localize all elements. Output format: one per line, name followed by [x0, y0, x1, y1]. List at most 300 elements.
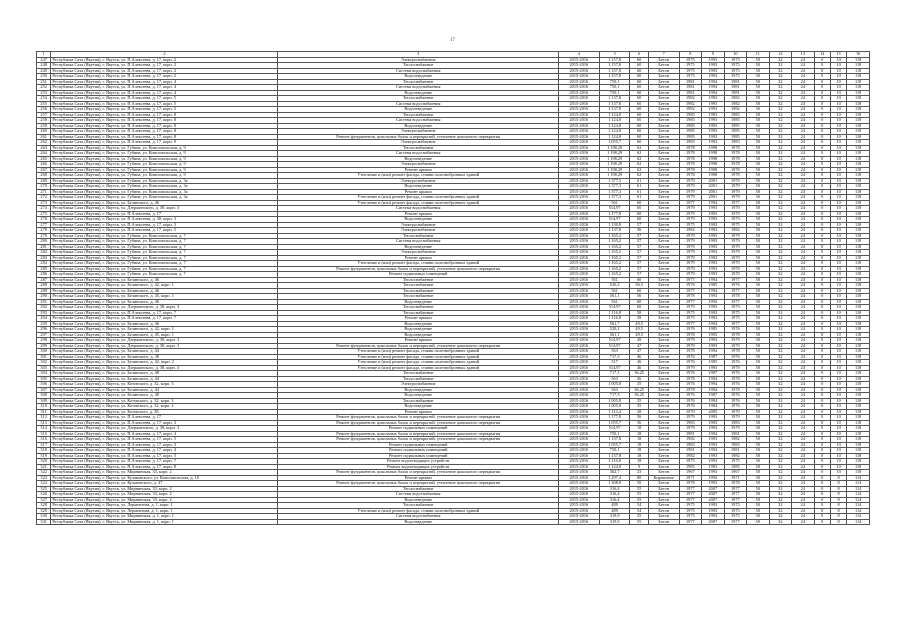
table-cell: 118: [847, 283, 870, 289]
table-cell: Бетон: [648, 206, 679, 212]
table-cell: 0: [814, 376, 830, 382]
table-cell: 10: [830, 200, 846, 206]
table-cell: Теплоснабжение: [278, 63, 558, 69]
table-cell: Ремонт фундаментов, цокольных балок и перекрытий, утепление цокольного перекрытия: [278, 134, 558, 140]
table-cell: 282: [37, 250, 51, 256]
table-cell: 32: [769, 195, 792, 201]
table-cell: 0: [814, 343, 830, 349]
table-cell: 56: [630, 228, 648, 234]
table-cell: 32: [769, 310, 792, 316]
table-cell: 10: [830, 140, 846, 146]
table-cell: 1 124,8: [599, 464, 630, 470]
table-cell: 2007: [702, 519, 725, 525]
table-cell: Бетон: [648, 74, 679, 80]
table-cell: 0: [814, 310, 830, 316]
table-cell: 0: [814, 112, 830, 118]
table-cell: 561: [599, 277, 630, 283]
table-cell: 24: [792, 134, 815, 140]
table-cell: 0: [814, 151, 830, 157]
table-cell: 50: [747, 371, 770, 377]
table-cell: 24: [792, 464, 815, 470]
table-cell: 32: [769, 118, 792, 124]
table-cell: 1981: [724, 90, 747, 96]
table-cell: 1979: [724, 211, 747, 217]
table-cell: 24: [792, 277, 815, 283]
table-cell: 50: [747, 217, 770, 223]
table-cell: Республика Саха (Якутия), г. Якутск, ул. Губина, ул. Комсомольская, д. 9: [51, 167, 278, 173]
table-cell: 362,7: [599, 470, 630, 476]
table-cell: Теплоснабжение: [278, 376, 558, 382]
table-cell: Система водоснабжения: [278, 68, 558, 74]
table-cell: 717,3: [599, 354, 630, 360]
table-cell: 2015-2016: [558, 464, 599, 470]
table-cell: 118: [847, 195, 870, 201]
table-cell: 1985: [724, 112, 747, 118]
table-cell: 1 198,29: [599, 156, 630, 162]
table-cell: 257: [37, 112, 51, 118]
table-cell: 32: [769, 354, 792, 360]
table-cell: 0: [814, 382, 830, 388]
table-cell: 32: [769, 129, 792, 135]
table-cell: 0: [814, 68, 830, 74]
table-cell: Республика Саха (Якутия), г. Якутск, ул. Мирнинская, д. 1, корп. 1: [51, 514, 278, 520]
table-cell: 2015-2016: [558, 57, 599, 63]
table-cell: 1979: [724, 233, 747, 239]
table-cell: 10: [830, 189, 846, 195]
table-cell: 750,1: [599, 90, 630, 96]
table-cell: Система водоснабжения: [278, 514, 558, 520]
table-cell: 272: [37, 195, 51, 201]
table-cell: 50: [747, 178, 770, 184]
table-cell: 2015-2016: [558, 503, 599, 509]
table-cell: 2015-2016: [558, 338, 599, 344]
table-cell: Бетон: [648, 151, 679, 157]
table-cell: 50: [747, 156, 770, 162]
table-cell: 1 377,3: [599, 184, 630, 190]
table-cell: 1993: [702, 266, 725, 272]
table-cell: Республика Саха (Якутия), г. Якутск, ул. Белинского, д. 42, корп. 2: [51, 360, 278, 366]
table-cell: 266: [37, 162, 51, 168]
table-cell: 1979: [679, 239, 702, 245]
table-cell: 265: [37, 156, 51, 162]
table-cell: Утепление и (или) ремонт фасада, ставни полезнобронных зданий: [278, 365, 558, 371]
table-cell: Бетон: [648, 338, 679, 344]
table-cell: Республика Саха (Якутия), г. Якутск, ул. П.Алексеева, д. 17, корп. 5: [51, 437, 278, 443]
table-cell: 563: [599, 376, 630, 382]
table-cell: 32: [769, 338, 792, 344]
table-cell: Бетон: [648, 327, 679, 333]
table-cell: 24: [792, 233, 815, 239]
table-cell: Бетон: [648, 310, 679, 316]
table-cell: 1975: [724, 316, 747, 322]
table-cell: 32: [769, 167, 792, 173]
table-cell: 10: [830, 431, 846, 437]
table-cell: Ремонт крыши: [278, 167, 558, 173]
table-cell: 32: [769, 393, 792, 399]
table-cell: 1998: [702, 156, 725, 162]
table-cell: 319,9: [599, 519, 630, 525]
table-cell: 0: [814, 426, 830, 432]
table-cell: Республика Саха (Якутия), г. Якутск, ул. Лермонтова, д. 1, корп. 1: [51, 503, 278, 509]
table-cell: 1977: [724, 200, 747, 206]
table-cell: 50: [747, 283, 770, 289]
table-cell: Электроснабжение: [278, 140, 558, 146]
table-cell: 295: [37, 321, 51, 327]
table-cell: 1975: [679, 68, 702, 74]
table-cell: Электроснабжение: [278, 250, 558, 256]
table-cell: 2015-2016: [558, 217, 599, 223]
table-cell: 1981: [679, 448, 702, 454]
table-cell: 32: [769, 74, 792, 80]
table-cell: 10: [830, 134, 846, 140]
table-cell: 50: [747, 310, 770, 316]
table-cell: 0: [814, 349, 830, 355]
table-cell: 2015-2016: [558, 233, 599, 239]
table-cell: 1978: [724, 332, 747, 338]
table-cell: Республика Саха (Якутия), г. Якутск, ул. П.Алексеева, д. 17, корп. 8: [51, 112, 278, 118]
table-cell: 1976: [724, 398, 747, 404]
table-cell: Водоотведение: [278, 332, 558, 338]
table-cell: 1982: [724, 453, 747, 459]
table-cell: 118: [847, 79, 870, 85]
table-cell: 0: [814, 492, 830, 498]
table-cell: 0: [814, 294, 830, 300]
table-cell: 24: [792, 283, 815, 289]
table-cell: 1993: [702, 206, 725, 212]
table-cell: 2015-2016: [558, 140, 599, 146]
table-cell: 24: [792, 162, 815, 168]
table-cell: 1977: [679, 321, 702, 327]
table-cell: 114: [847, 486, 870, 492]
table-cell: 32: [769, 107, 792, 113]
table-cell: 118: [847, 233, 870, 239]
table-cell: 0: [814, 200, 830, 206]
table-cell: 1 124,8: [599, 118, 630, 124]
table-cell: 0: [814, 519, 830, 525]
table-cell: 1977: [724, 497, 747, 503]
table-cell: 2015-2016: [558, 189, 599, 195]
table-cell: 1 137,8: [599, 101, 630, 107]
table-cell: 1983: [724, 442, 747, 448]
table-cell: 118: [847, 305, 870, 311]
table-cell: 1994: [702, 200, 725, 206]
table-cell: Республика Саха (Якутия), г. Якутск, ул. Белинского, д. 44: [51, 349, 278, 355]
table-cell: 49: [630, 338, 648, 344]
table-cell: 118: [847, 200, 870, 206]
table-cell: 56,3: [630, 283, 648, 289]
table-cell: Утепление и (или) ремонт фасада, ставни полезнобронных зданий: [278, 195, 558, 201]
table-cell: 1978: [724, 167, 747, 173]
table-cell: 1 055,7: [599, 420, 630, 426]
table-cell: 1998: [702, 167, 725, 173]
table-cell: Бетон: [648, 85, 679, 91]
table-cell: 8: [830, 486, 846, 492]
table-cell: 50: [747, 228, 770, 234]
table-cell: Республика Саха (Якутия), г. Якутск, ул. П.Алексеева, д. 17, корп. 5: [51, 101, 278, 107]
table-cell: 10: [830, 360, 846, 366]
table-cell: 118: [847, 162, 870, 168]
table-cell: 1994: [702, 448, 725, 454]
table-cell: 50: [747, 63, 770, 69]
table-cell: 55: [630, 519, 648, 525]
table-cell: 50: [747, 376, 770, 382]
table-cell: 326: [37, 492, 51, 498]
table-cell: Бетон: [648, 96, 679, 102]
table-cell: 54: [630, 503, 648, 509]
table-cell: 331: [37, 519, 51, 525]
table-cell: Бетон: [648, 437, 679, 443]
table-cell: Бетон: [648, 200, 679, 206]
table-cell: 57: [630, 266, 648, 272]
table-cell: 1979: [679, 206, 702, 212]
table-cell: 118: [847, 398, 870, 404]
table-cell: 61: [630, 184, 648, 190]
table-cell: 2007: [702, 492, 725, 498]
table-cell: 32: [769, 426, 792, 432]
table-cell: 300: [37, 349, 51, 355]
table-cell: Ремонт крыши: [278, 189, 558, 195]
table-cell: 308: [37, 393, 51, 399]
table-cell: 1970: [679, 409, 702, 415]
table-cell: 1979: [679, 178, 702, 184]
table-cell: 10: [830, 261, 846, 267]
table-cell: 10: [830, 470, 846, 476]
table-cell: 10: [830, 459, 846, 465]
table-cell: 10: [830, 156, 846, 162]
table-cell: 8: [830, 508, 846, 514]
table-cell: 60: [630, 140, 648, 146]
table-cell: 57: [630, 272, 648, 278]
table-cell: 2015-2016: [558, 200, 599, 206]
table-cell: 1983: [679, 420, 702, 426]
table-cell: 2015-2016: [558, 327, 599, 333]
table-cell: Утепление и (или) ремонт фасада, ставни полезнобронных зданий: [278, 173, 558, 179]
table-cell: 118: [847, 222, 870, 228]
table-cell: 1994: [702, 79, 725, 85]
table-cell: 24: [792, 228, 815, 234]
table-cell: 1975: [724, 74, 747, 80]
table-cell: Теплоснабжение: [278, 294, 558, 300]
table-cell: Водоотведение: [278, 497, 558, 503]
table-cell: Республика Саха (Якутия), г. Якутск, ул. П.Алексеева, д. 17, корп. 4: [51, 90, 278, 96]
table-cell: 2015-2016: [558, 508, 599, 514]
table-cell: 32: [769, 420, 792, 426]
table-cell: 8: [830, 514, 846, 520]
table-cell: Бетон: [648, 453, 679, 459]
table-cell: 32: [769, 123, 792, 129]
table-cell: 32: [769, 79, 792, 85]
table-cell: 10: [830, 321, 846, 327]
table-cell: Теплоснабжение: [278, 283, 558, 289]
table-cell: 10: [830, 371, 846, 377]
table-cell: 24: [792, 338, 815, 344]
table-cell: 35: [630, 398, 648, 404]
table-cell: 50: [747, 420, 770, 426]
table-cell: 60: [630, 129, 648, 135]
table-cell: 283: [37, 255, 51, 261]
table-cell: Республика Саха (Якутия), г. Якутск, ул. Белинского, д. 44: [51, 376, 278, 382]
column-header: 10: [724, 52, 747, 58]
table-cell: 489: [599, 508, 630, 514]
table-cell: 10: [830, 332, 846, 338]
table-cell: 24: [792, 173, 815, 179]
table-cell: 2015-2016: [558, 354, 599, 360]
table-cell: 32: [769, 492, 792, 498]
table-cell: 260: [37, 129, 51, 135]
table-cell: 50: [747, 294, 770, 300]
table-cell: 750,1: [599, 431, 630, 437]
table-cell: Бетон: [648, 118, 679, 124]
table-cell: 1994: [702, 349, 725, 355]
table-cell: 1975: [679, 508, 702, 514]
table-cell: 1979: [724, 255, 747, 261]
table-cell: 50: [747, 162, 770, 168]
table-cell: 1976: [679, 382, 702, 388]
table-cell: 0: [814, 360, 830, 366]
table-cell: Республика Саха (Якутия), г. Якутск, ул. Мирнинская, 33, корп. 2: [51, 497, 278, 503]
table-cell: 24: [792, 118, 815, 124]
table-cell: 1 165,2: [599, 272, 630, 278]
table-cell: 328: [37, 503, 51, 509]
table-cell: 1985: [724, 129, 747, 135]
table-cell: 50: [747, 508, 770, 514]
table-cell: 32: [769, 266, 792, 272]
table-cell: 24: [792, 299, 815, 305]
table-cell: 118: [847, 90, 870, 96]
table-cell: 50: [747, 112, 770, 118]
table-cell: Республика Саха (Якутия), г. Якутск, ул. П.Алексеева, д. 17, корп. 8: [51, 464, 278, 470]
table-cell: 268: [37, 173, 51, 179]
table-cell: 323: [37, 475, 51, 481]
table-cell: 307: [37, 387, 51, 393]
table-cell: 292: [37, 305, 51, 311]
table-cell: 1982: [724, 437, 747, 443]
table-cell: Бетон: [648, 426, 679, 432]
table-cell: 1975: [724, 514, 747, 520]
table-cell: Бетон: [648, 112, 679, 118]
table-cell: 50: [747, 145, 770, 151]
table-cell: 717,3: [599, 393, 630, 399]
table-cell: 50: [747, 437, 770, 443]
table-cell: 1979: [679, 189, 702, 195]
table-cell: 32: [769, 376, 792, 382]
table-cell: 0: [814, 206, 830, 212]
table-cell: 50: [747, 261, 770, 267]
table-cell: 60: [630, 57, 648, 63]
table-cell: 1993: [702, 514, 725, 520]
table-cell: 10: [830, 283, 846, 289]
table-cell: 49,5: [630, 327, 648, 333]
table-cell: 1993: [702, 459, 725, 465]
table-cell: Республика Саха (Якутия), г. Якутск, ул. П.Алексеева, д. 17, корп. 3: [51, 442, 278, 448]
table-cell: 24: [792, 492, 815, 498]
table-cell: 1975: [724, 222, 747, 228]
table-cell: 32: [769, 464, 792, 470]
table-cell: 1979: [724, 272, 747, 278]
table-cell: 10: [830, 365, 846, 371]
table-cell: 118: [847, 376, 870, 382]
table-cell: Ремонт подвальных помещений: [278, 453, 558, 459]
table-cell: 284: [37, 261, 51, 267]
table-cell: 118: [847, 189, 870, 195]
table-cell: 2015-2016: [558, 316, 599, 322]
table-cell: 2015-2016: [558, 426, 599, 432]
table-cell: 118: [847, 228, 870, 234]
table-cell: 1978: [679, 294, 702, 300]
table-cell: 32: [769, 211, 792, 217]
table-cell: 299: [37, 343, 51, 349]
table-cell: 561: [599, 288, 630, 294]
table-cell: 269: [37, 178, 51, 184]
table-cell: 10: [830, 195, 846, 201]
table-cell: 0: [814, 239, 830, 245]
table-cell: 57: [630, 255, 648, 261]
table-cell: 114: [847, 514, 870, 520]
table-cell: 1993: [702, 332, 725, 338]
table-cell: 0: [814, 129, 830, 135]
table-cell: 32: [769, 343, 792, 349]
table-cell: 1 124,8: [599, 123, 630, 129]
table-cell: 2015-2016: [558, 486, 599, 492]
table-cell: 118: [847, 426, 870, 432]
table-cell: 62: [630, 173, 648, 179]
table-cell: 0: [814, 250, 830, 256]
table-cell: 32: [769, 134, 792, 140]
table-cell: 1971: [679, 475, 702, 481]
column-header: 8: [679, 52, 702, 58]
table-cell: 24: [792, 393, 815, 399]
table-cell: 118: [847, 211, 870, 217]
table-cell: 32: [769, 508, 792, 514]
table-cell: 24: [792, 376, 815, 382]
table-cell: 1979: [724, 305, 747, 311]
table-cell: 1985: [679, 464, 702, 470]
table-cell: 0: [814, 404, 830, 410]
table-cell: 50: [747, 442, 770, 448]
table-cell: 32: [769, 184, 792, 190]
table-cell: 1978: [724, 145, 747, 151]
table-cell: 10: [830, 305, 846, 311]
table-cell: 0: [814, 189, 830, 195]
table-cell: 1975: [724, 57, 747, 63]
table-cell: Бетон: [648, 173, 679, 179]
table-cell: 114: [847, 503, 870, 509]
table-cell: 50: [747, 519, 770, 525]
table-cell: 2015-2016: [558, 470, 599, 476]
table-cell: 32: [769, 327, 792, 333]
table-cell: Республика Саха (Якутия), г. Якутск, ул. Белинского, д. 44: [51, 387, 278, 393]
table-cell: 293: [37, 310, 51, 316]
table-cell: 32: [769, 57, 792, 63]
table-cell: 2015-2016: [558, 90, 599, 96]
table-cell: 1981: [679, 431, 702, 437]
table-cell: 10: [830, 145, 846, 151]
table-cell: 118: [847, 145, 870, 151]
table-cell: 50: [747, 354, 770, 360]
table-cell: 1975: [724, 503, 747, 509]
table-cell: 50: [747, 101, 770, 107]
table-cell: 60: [630, 277, 648, 283]
table-cell: 50: [747, 255, 770, 261]
table-cell: 118: [847, 101, 870, 107]
table-cell: 1993: [702, 63, 725, 69]
table-cell: 2015-2016: [558, 145, 599, 151]
table-cell: Республика Саха (Якутия), г. Якутск, ул. Мирнинская, 33, корп. 2: [51, 486, 278, 492]
table-cell: Республика Саха (Якутия), г. Якутск, ул. Белинского, д. 46: [51, 200, 278, 206]
table-cell: 2015-2016: [558, 244, 599, 250]
table-cell: 1 198,29: [599, 145, 630, 151]
table-cell: 10: [830, 382, 846, 388]
